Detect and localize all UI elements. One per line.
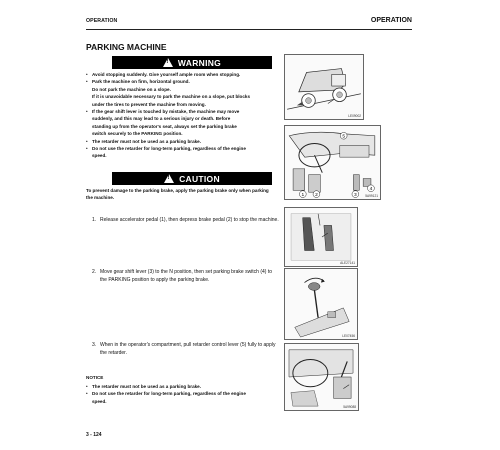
list-item: • The retarder must not be used as a parking brake. <box>86 383 276 390</box>
figure-cab-controls <box>284 125 381 200</box>
figure-code: LE09002 <box>348 114 361 118</box>
callout-4 <box>368 185 375 192</box>
cab-controls-illustration <box>285 126 380 199</box>
list-item: • Do not use the retarder for long-term parking, regardless of the engine <box>86 390 276 397</box>
list-item: • Avoid stopping suddenly. Give yourself ample room when stopping. <box>86 71 276 78</box>
page-header <box>86 18 412 30</box>
figure-code: LE07456 <box>342 334 355 338</box>
svg-text:5: 5 <box>342 134 346 140</box>
notice-list <box>86 383 276 405</box>
list-item: under the tires to prevent the machine from moving. <box>92 101 206 107</box>
svg-text:4: 4 <box>369 187 373 193</box>
warning-banner <box>112 56 272 69</box>
list-item: Do not park the machine on a slope. <box>92 86 171 92</box>
page-number: 3 - 124 <box>86 432 102 438</box>
caution-triangle-icon <box>164 174 174 183</box>
step-2 <box>92 268 280 284</box>
notice-title: NOTICE <box>86 375 104 380</box>
step-number: 2. <box>92 269 97 275</box>
warning-list <box>86 71 276 160</box>
truck-illustration <box>285 55 363 119</box>
callout-3 <box>352 191 359 198</box>
callout-2 <box>313 191 320 198</box>
gear-shift-illustration <box>285 269 357 339</box>
list-item: • Do not use the retarder for long-term parking, regardless of the engine <box>86 145 276 152</box>
list-item: standing up from the operator's seat, always set the parking brake <box>92 123 237 129</box>
list-item: If it is unavoidable necessary to park the machine on a slope, put blocks <box>92 94 251 100</box>
warning-label: WARNING <box>177 57 222 68</box>
step-1 <box>92 216 280 224</box>
figure-code: 5A99121 <box>365 194 378 198</box>
step-number: 3. <box>92 342 97 348</box>
figure-pedals <box>284 207 358 267</box>
callout-1 <box>299 191 306 198</box>
step-text: Release accelerator pedal (1), then depress brake pedal (2) to stop the machine. <box>100 217 279 223</box>
header-section-left: OPERATION <box>86 18 118 24</box>
figure-code: 5A99088 <box>343 405 356 409</box>
caution-banner <box>112 172 272 185</box>
list-item: speed. <box>92 398 107 404</box>
list-item: • Park the machine on firm, horizontal ground. <box>86 78 276 85</box>
list-item: speed. <box>92 153 107 159</box>
section-title: PARKING MACHINE <box>86 42 167 52</box>
svg-text:3: 3 <box>354 193 357 199</box>
list-item: switch securely to the PARKING position. <box>92 131 183 137</box>
step-text: When in the operator's compartment, pull retarder control lever (5) fully to apply the retarder. <box>100 342 276 357</box>
pedals-illustration <box>285 208 357 266</box>
svg-text:2: 2 <box>315 193 318 199</box>
header-section-right: OPERATION <box>370 17 412 24</box>
svg-text:1: 1 <box>301 193 305 199</box>
step-text: Move gear shift lever (3) to the N position, then set parking brake switch (4) to the PARKING position to apply the parking brake. <box>100 269 273 284</box>
warning-triangle-icon <box>163 58 173 67</box>
list-item: • If the gear shift lever is touched by mistake, the machine may move <box>86 108 276 115</box>
step-3 <box>92 341 280 357</box>
caution-label: CAUTION <box>179 173 220 184</box>
figure-retarder-lever <box>284 343 359 411</box>
caution-text: To prevent damage to the parking brake, apply the parking brake only when parking the machine. <box>86 188 269 201</box>
figure-code: ALE27141 <box>340 261 355 265</box>
list-item: suddenly, and this may lead to a serious injury or death. Before <box>92 116 231 122</box>
list-item: • The retarder must not be used as a parking brake. <box>86 138 276 145</box>
retarder-lever-illustration <box>285 344 358 410</box>
step-number: 1. <box>92 217 97 223</box>
figure-truck-on-slope <box>284 54 364 120</box>
figure-gear-shift <box>284 268 358 340</box>
